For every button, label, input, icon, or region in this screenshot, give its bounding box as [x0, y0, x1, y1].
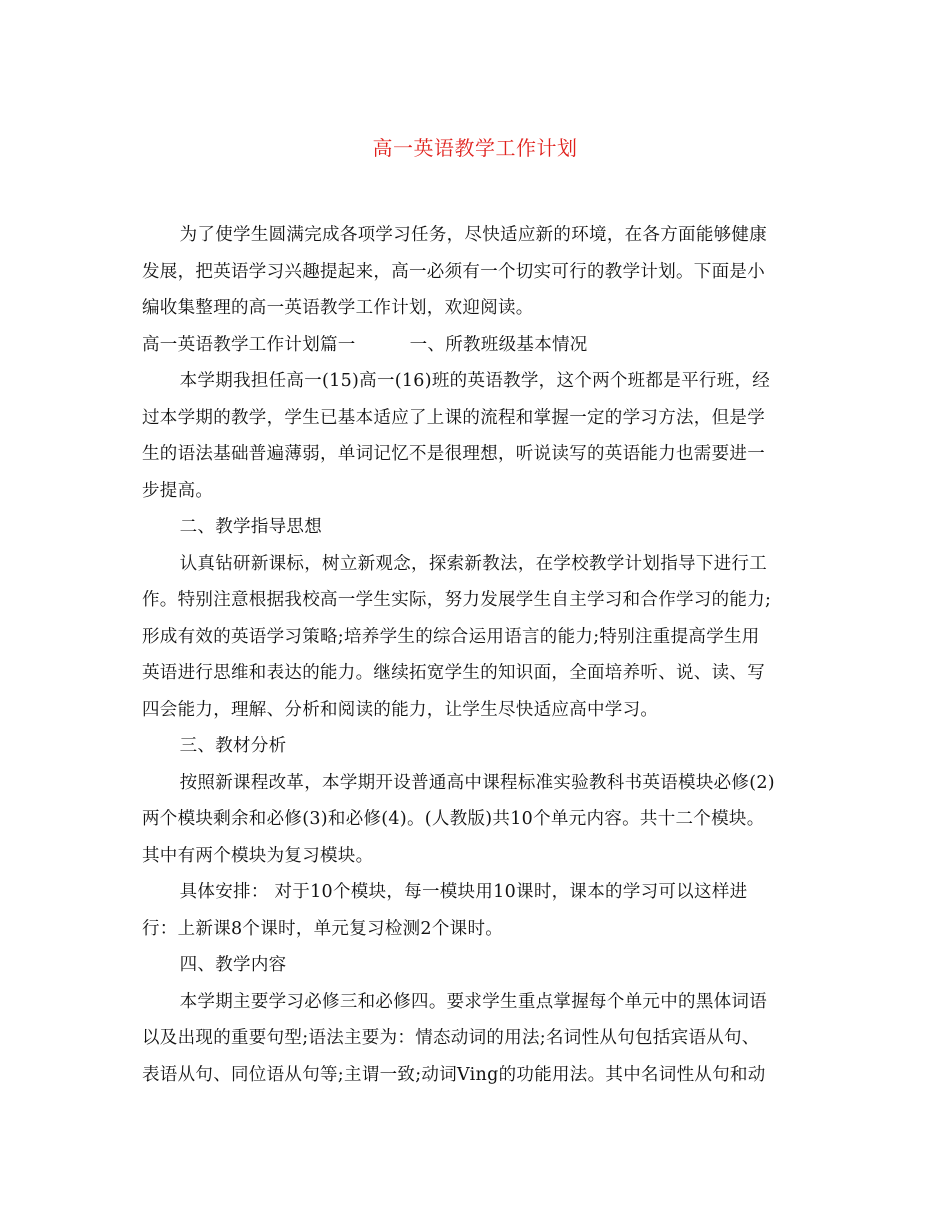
plan-heading: 高一英语教学工作计划篇一 [142, 334, 356, 355]
section3-schedule-paragraph: 具体安排： 对于10个模块，每一模块用10课时，课本的学习可以这样进 行：上新课8个课时，单元复习检测2个课时。 [142, 882, 748, 939]
document-title: 高一英语教学工作计划 [372, 136, 578, 160]
section4-heading: 四、教学内容 [179, 955, 287, 975]
document-body [142, 217, 802, 1093]
section2-paragraph: 认真钻研新课标，树立新观念，探索新教法，在学校教学计划指导下进行工 作。特别注意根据我校高一学生实际，努力发展学生自主学习和合作学习的能力; 形成有效的英语学习策略;培养学生的综合运用语言的能力;特别注重提高学生用 英语进行思维和表达的能力。继续拓宽学生的知识面，全面培养听、说、读、写 四会能力，理解、分析和阅读的能力，让学生尽快适应高中学习。 [142, 553, 772, 720]
section1-paragraph: 本学期我担任高一(15)高一(16)班的英语教学，这个两个班都是平行班，经 过本学期的教学，学生已基本适应了上课的流程和掌握一定的学习方法，但是学 生的语法基础普遍薄弱，单词记忆不是很理想，听说读写的英语能力也需要进一 步提高。 [142, 371, 771, 501]
section3-paragraph: 按照新课程改革，本学期开设普通高中课程标准实验教科书英语模块必修(2) 两个模块剩余和必修(3)和必修(4)。(人教版)共10个单元内容。共十二个模块。 其中有两个模块为复习模块。 [142, 772, 775, 866]
intro-paragraph: 为了使学生圆满完成各项学习任务，尽快适应新的环境，在各方面能够健康 发展，把英语学习兴趣提起来，高一必须有一个切实可行的教学计划。下面是小 编收集整理的高一英语教学工作计划，欢迎阅读。 [142, 225, 768, 318]
section1-heading: 一、所教班级基本情况 [409, 334, 588, 355]
plan-heading-line [142, 327, 802, 364]
section2-heading: 二、教学指导思想 [179, 517, 323, 537]
section4-paragraph: 本学期主要学习必修三和必修四。要求学生重点掌握每个单元中的黑体词语 以及出现的重要句型;语法主要为：情态动词的用法;名词性从句包括宾语从句、 表语从句、同位语从句等;主谓一致;动词Ving的功能用法。其中名词性从句和动 [142, 991, 768, 1085]
section3-heading: 三、教材分析 [179, 736, 287, 756]
